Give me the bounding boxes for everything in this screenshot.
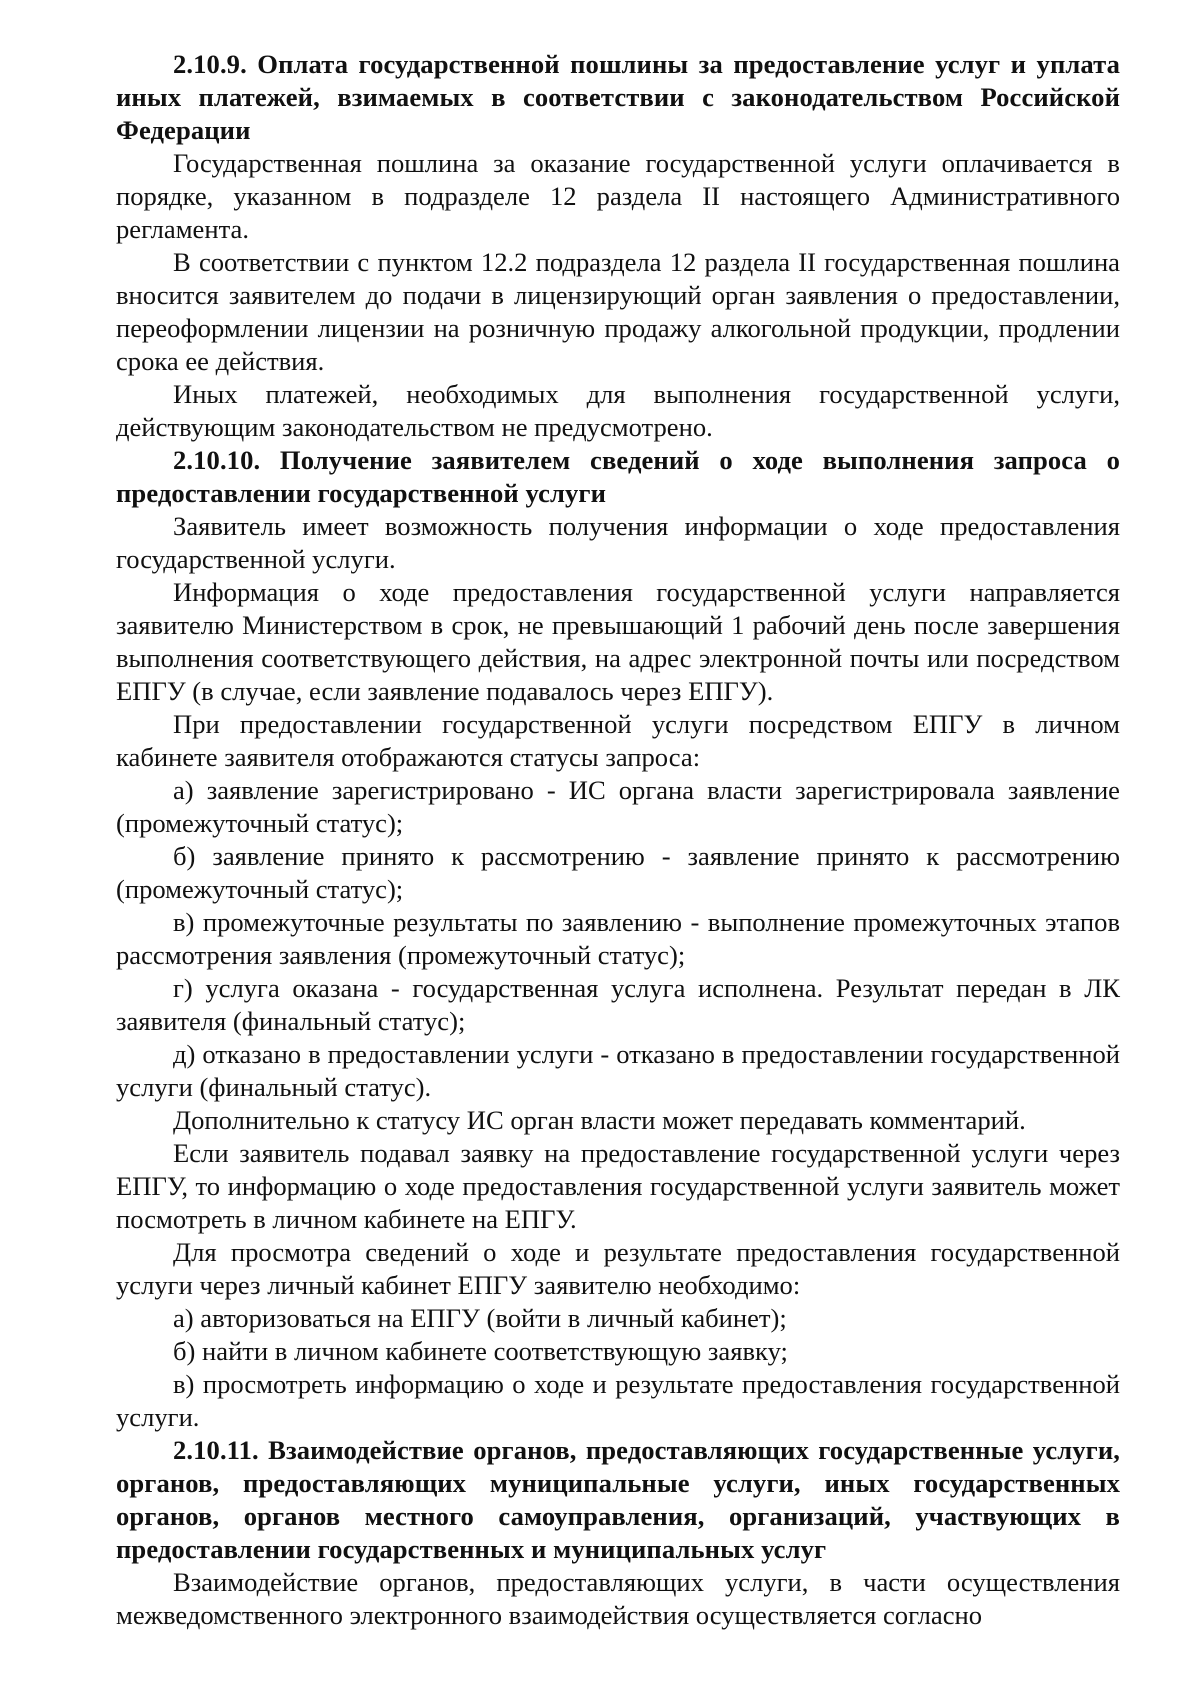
paragraph: Информация о ходе предоставления государственной услуги направляется заявителю Министерством в срок, не превышающий 1 рабочий день после завершения выполнения соответствующего действия, на адрес электронной почты или посредством ЕПГУ (в случае, если заявление подавалось через ЕПГУ). bbox=[116, 577, 1120, 706]
paragraph: В соответствии с пунктом 12.2 подраздела 12 раздела II государственная пошлина вносится заявителем до подачи в лицензирующий орган заявления о предоставлении, переоформлении лицензии на розничную продажу алкогольной продукции, продлении срока ее действия. bbox=[116, 247, 1120, 376]
paragraph: Иных платежей, необходимых для выполнения государственной услуги, действующим законодательством не предусмотрено. bbox=[116, 379, 1120, 442]
section-heading-2-10-9: 2.10.9. Оплата государственной пошлины за предоставление услуг и уплата иных платежей, взимаемых в соответствии с законодательством Российской Федерации bbox=[116, 49, 1120, 145]
status-list-item: д) отказано в предоставлении услуги - отказано в предоставлении государственной услуги (финальный статус). bbox=[116, 1039, 1120, 1102]
paragraph: Дополнительно к статусу ИС орган власти может передавать комментарий. bbox=[173, 1105, 1026, 1135]
status-list-item: г) услуга оказана - государственная услуга исполнена. Результат передан в ЛК заявителя (финальный статус); bbox=[116, 973, 1120, 1036]
paragraph: Если заявитель подавал заявку на предоставление государственной услуги через ЕПГУ, то информацию о ходе предоставления государственной услуги заявитель может посмотреть в личном кабинете на ЕПГУ. bbox=[116, 1138, 1120, 1234]
status-list-item: а) заявление зарегистрировано - ИС органа власти зарегистрировала заявление (промежуточный статус); bbox=[116, 775, 1120, 838]
paragraph: При предоставлении государственной услуги посредством ЕПГУ в личном кабинете заявителя отображаются статусы запроса: bbox=[116, 709, 1120, 772]
step-list-item: б) найти в личном кабинете соответствующую заявку; bbox=[173, 1336, 788, 1366]
section-heading-2-10-11: 2.10.11. Взаимодействие органов, предоставляющих государственные услуги, органов, предоставляющих муниципальные услуги, иных государственных органов, органов местного самоуправления, организаций, участвующих в предоставлении государственных и муниципальных услуг bbox=[116, 1435, 1120, 1564]
paragraph: Государственная пошлина за оказание государственной услуги оплачивается в порядке, указанном в подразделе 12 раздела II настоящего Административного регламента. bbox=[116, 148, 1120, 244]
status-list-item: б) заявление принято к рассмотрению - заявление принято к рассмотрению (промежуточный статус); bbox=[116, 841, 1120, 904]
step-list-item: в) просмотреть информацию о ходе и результате предоставления государственной услуги. bbox=[116, 1369, 1120, 1432]
step-list-item: а) авторизоваться на ЕПГУ (войти в личный кабинет); bbox=[173, 1303, 787, 1333]
section-heading-2-10-10: 2.10.10. Получение заявителем сведений о ходе выполнения запроса о предоставлении государственной услуги bbox=[116, 445, 1120, 508]
status-list-item: в) промежуточные результаты по заявлению - выполнение промежуточных этапов рассмотрения заявления (промежуточный статус); bbox=[116, 907, 1120, 970]
paragraph: Взаимодействие органов, предоставляющих услуги, в части осуществления межведомственного электронного взаимодействия осуществляется согласно bbox=[116, 1567, 1120, 1630]
paragraph: Заявитель имеет возможность получения информации о ходе предоставления государственной услуги. bbox=[116, 511, 1120, 574]
document-page bbox=[116, 48, 1120, 1632]
paragraph: Для просмотра сведений о ходе и результате предоставления государственной услуги через личный кабинет ЕПГУ заявителю необходимо: bbox=[116, 1237, 1120, 1300]
